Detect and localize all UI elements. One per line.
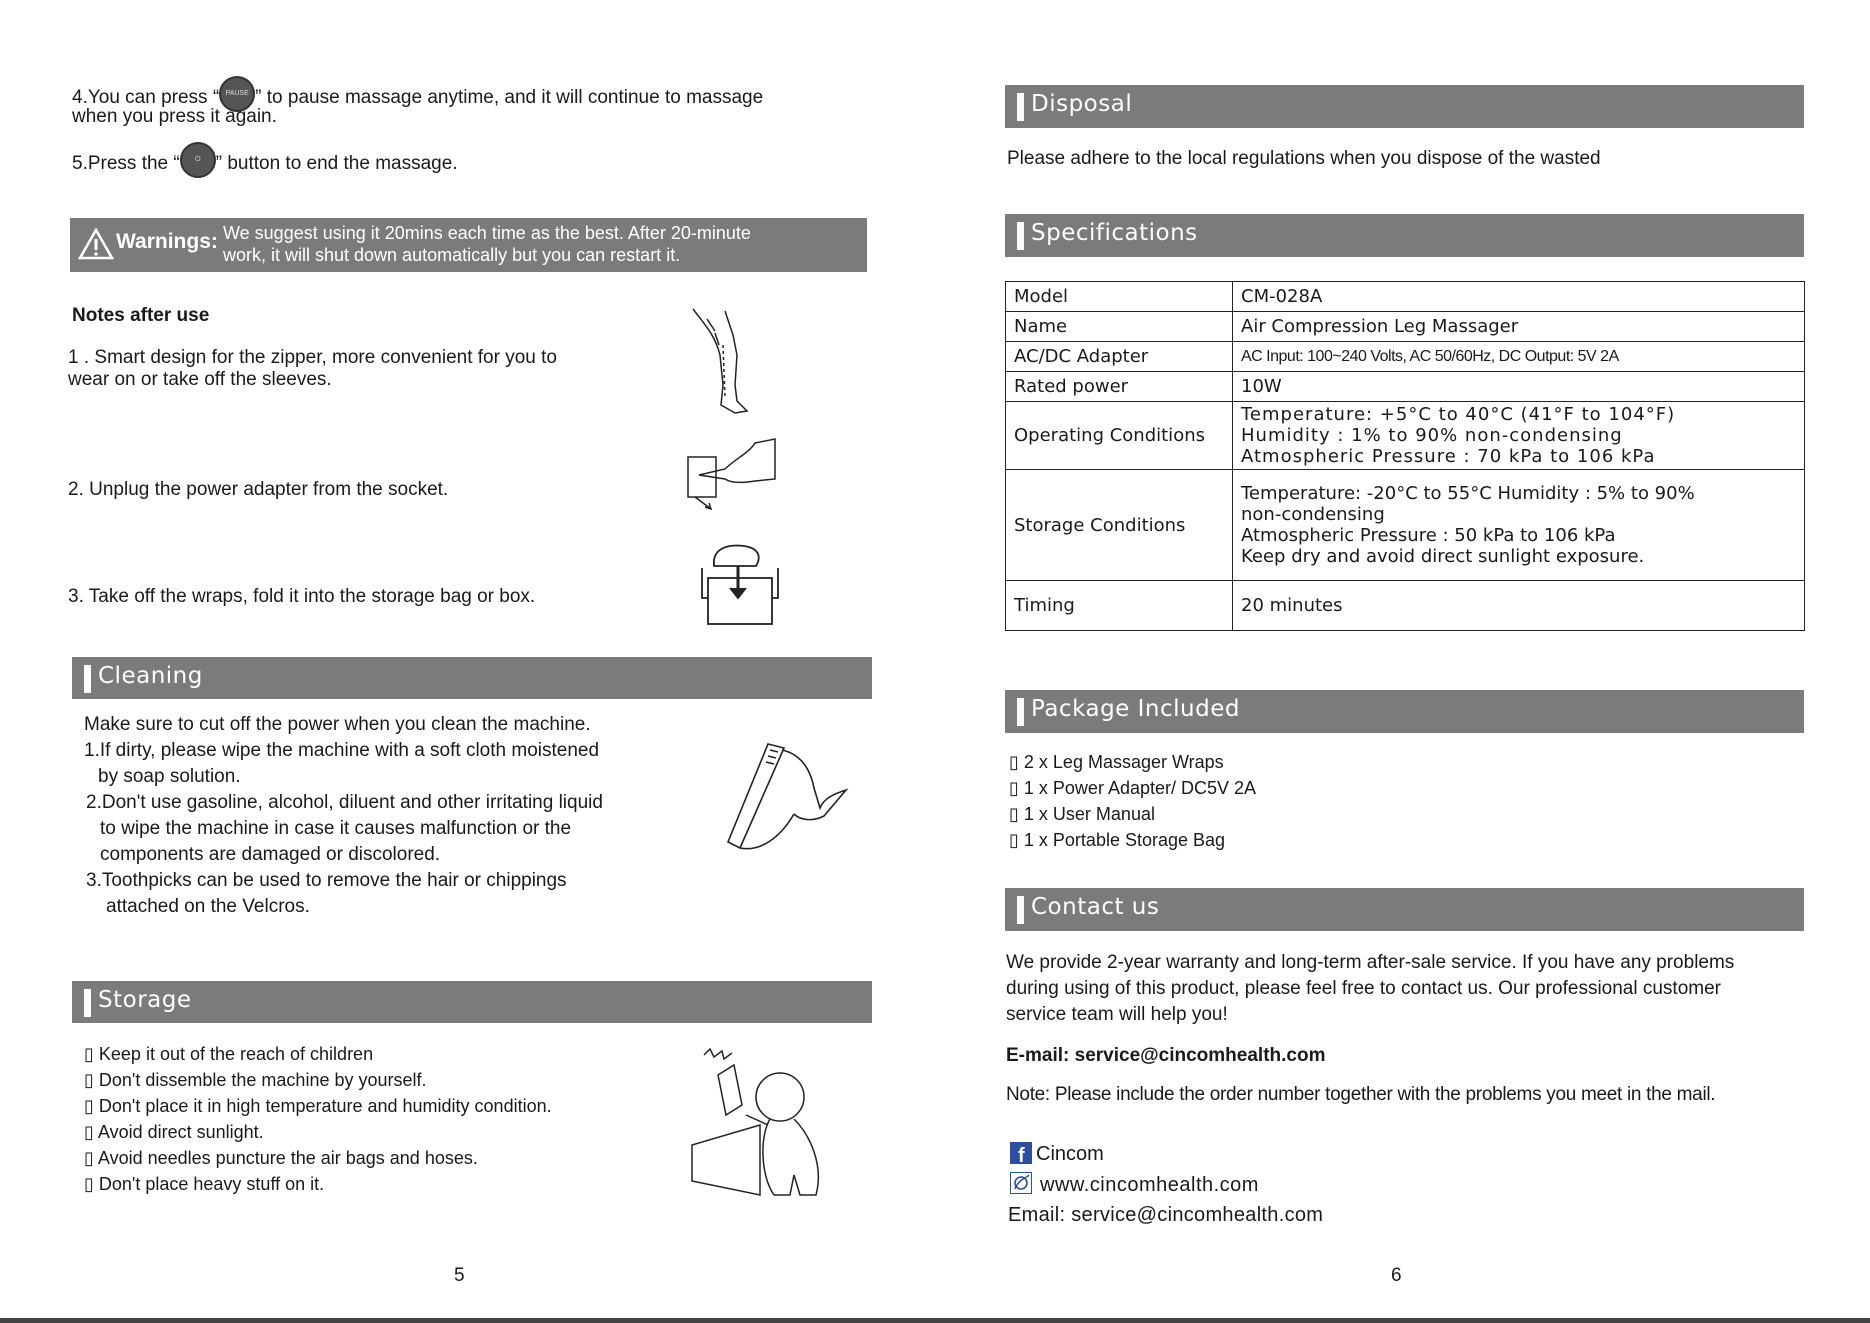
cleaning-line-7: attached on the Velcros. [106, 896, 310, 917]
notes-title: Notes after use [72, 305, 210, 326]
svg-text:f: f [1018, 1145, 1025, 1164]
step-4-line-2: when you press it again. [72, 106, 277, 127]
spec-value [1233, 470, 1805, 581]
facebook-icon[interactable] [1010, 1142, 1032, 1164]
cleaning-header [72, 657, 872, 699]
child-reaching-illustration [690, 1045, 840, 1215]
storage-box-illustration [698, 538, 782, 626]
spec-value-line: Temperature: +5°C to 40°C (41°F to 104°F) [1241, 404, 1676, 425]
spec-row-model [1006, 282, 1805, 312]
section-marker [1017, 222, 1024, 250]
disposal-text: Please adhere to the local regulations when you dispose of the wasted [1007, 148, 1601, 169]
storage-item-2: ▯ Don't place it in high temperature and humidity condition. [84, 1096, 552, 1116]
spec-row-name [1006, 312, 1805, 342]
page-number-left: 5 [454, 1265, 465, 1286]
contact-title: Contact us [1031, 894, 1160, 920]
contact-line-0: We provide 2-year warranty and long-term after-sale service. If you have any problems [1006, 952, 1735, 973]
spec-value [1233, 402, 1805, 470]
spec-value: 10W [1233, 372, 1805, 402]
unplug-illustration [685, 435, 777, 511]
cleaning-line-1: 1.If dirty, please wipe the machine with a soft cloth moistened [84, 740, 600, 761]
storage-item-0: ▯ Keep it out of the reach of children [84, 1044, 374, 1064]
section-marker [1017, 698, 1024, 726]
spec-value: Air Compression Leg Massager [1233, 312, 1805, 342]
disposal-header [1005, 85, 1804, 128]
massager-wrap-illustration [720, 738, 852, 858]
storage-item-1: ▯ Don't dissemble the machine by yourself. [84, 1070, 427, 1090]
contact-line-1: during using of this product, please feel free to contact us. Our professional customer [1006, 978, 1721, 999]
step-5-prefix: 5.Press the “ [72, 153, 180, 175]
specifications-title: Specifications [1031, 220, 1198, 246]
step-5-suffix: ” button to end the massage. [215, 153, 458, 175]
spec-value-line: Atmospheric Pressure : 50 kPa to 106 kPa [1241, 525, 1616, 546]
spec-key: Name [1006, 312, 1233, 342]
spec-value-line: Temperature: -20°C to 55°C Humidity : 5% to 90% [1241, 483, 1695, 504]
spec-key: Timing [1006, 581, 1233, 631]
spec-key: AC/DC Adapter [1006, 342, 1233, 372]
package-item-3: ▯ 1 x Portable Storage Bag [1009, 830, 1226, 850]
package-item-1: ▯ 1 x Power Adapter/ DC5V 2A [1009, 778, 1257, 798]
section-marker [84, 989, 91, 1017]
warning-line-2: work, it will shut down automatically but you can restart it. [223, 245, 681, 265]
cleaning-line-4: to wipe the machine in case it causes malfunction or the [100, 818, 572, 839]
section-marker [1017, 93, 1024, 121]
cleaning-title: Cleaning [98, 663, 203, 689]
storage-item-3: ▯ Avoid direct sunlight. [84, 1122, 264, 1142]
leg-zipper-illustration [685, 305, 765, 417]
storage-header [72, 981, 872, 1023]
spec-value: CM-028A [1233, 282, 1805, 312]
storage-item-5: ▯ Don't place heavy stuff on it. [84, 1174, 325, 1194]
spec-row-storage [1006, 470, 1805, 581]
note-1-line-2: wear on or take off the sleeves. [68, 369, 332, 390]
package-item-0: ▯ 2 x Leg Massager Wraps [1009, 752, 1224, 772]
spec-key: Operating Conditions [1006, 402, 1233, 470]
spec-row-power [1006, 372, 1805, 402]
power-icon: ⏻ [180, 142, 216, 178]
spec-value-line: Atmospheric Pressure : 70 kPa to 106 kPa [1241, 446, 1656, 467]
package-header [1005, 690, 1804, 733]
package-title: Package Included [1031, 696, 1240, 722]
section-marker [84, 665, 91, 693]
storage-item-4: ▯ Avoid needles puncture the air bags and hoses. [84, 1148, 478, 1168]
note-3: 3. Take off the wraps, fold it into the storage bag or box. [68, 586, 536, 607]
cleaning-line-5: components are damaged or discolored. [100, 844, 441, 865]
web-icon[interactable] [1010, 1172, 1032, 1194]
spec-row-operating [1006, 402, 1805, 470]
page-number-right: 6 [1391, 1265, 1402, 1286]
contact-line-2: service team will help you! [1006, 1004, 1228, 1025]
step-5-line [72, 146, 458, 182]
spec-key: Model [1006, 282, 1233, 312]
contact-header [1005, 888, 1804, 931]
spec-value: AC Input: 100~240 Volts, AC 50/60Hz, DC Output: 5V 2A [1233, 342, 1805, 372]
warning-label: Warnings: [116, 230, 218, 253]
cleaning-line-6: 3.Toothpicks can be used to remove the hair or chippings [86, 870, 567, 891]
email-bold[interactable]: E-mail: service@cincomhealth.com [1006, 1045, 1326, 1066]
warning-line-1: We suggest using it 20mins each time as the best. After 20-minute [223, 223, 751, 243]
section-marker [1017, 896, 1024, 924]
note-1-line-1: 1 . Smart design for the zipper, more convenient for you to [68, 347, 557, 368]
spec-key: Rated power [1006, 372, 1233, 402]
warning-banner [70, 218, 867, 272]
specifications-header [1005, 214, 1804, 257]
cleaning-line-2: by soap solution. [98, 766, 241, 787]
spec-key: Storage Conditions [1006, 470, 1233, 581]
storage-title: Storage [98, 987, 192, 1013]
spec-value-line: non-condensing [1241, 504, 1385, 525]
cleaning-line-3: 2.Don't use gasoline, alcohol, diluent and other irritating liquid [86, 792, 603, 813]
note-2: 2. Unplug the power adapter from the socket. [68, 479, 449, 500]
spec-row-timing [1006, 581, 1805, 631]
step-4-suffix: ” to pause massage anytime, and it will continue to massage [255, 87, 764, 109]
spec-value-line: Humidity : 1% to 90% non-condensing [1241, 425, 1623, 446]
disposal-title: Disposal [1031, 91, 1133, 117]
cleaning-line-0: Make sure to cut off the power when you clean the machine. [84, 714, 591, 735]
package-item-2: ▯ 1 x User Manual [1009, 804, 1155, 824]
spec-value-line: Keep dry and avoid direct sunlight exposure. [1241, 546, 1645, 567]
warning-triangle-icon [78, 227, 114, 261]
spec-value: 20 minutes [1233, 581, 1805, 631]
specifications-table [1005, 281, 1805, 631]
step-4-prefix: 4.You can press “ [72, 87, 220, 109]
website-link[interactable]: www.cincomhealth.com [1040, 1174, 1259, 1196]
email-footer[interactable]: Email: service@cincomhealth.com [1008, 1204, 1324, 1226]
pause-icon: PAUSE [219, 76, 255, 112]
contact-note: Note: Please include the order number together with the problems you meet in the mail. [1006, 1084, 1716, 1105]
facebook-name[interactable]: Cincom [1036, 1143, 1104, 1165]
spec-row-adapter [1006, 342, 1805, 372]
bottom-border [0, 1318, 1870, 1323]
